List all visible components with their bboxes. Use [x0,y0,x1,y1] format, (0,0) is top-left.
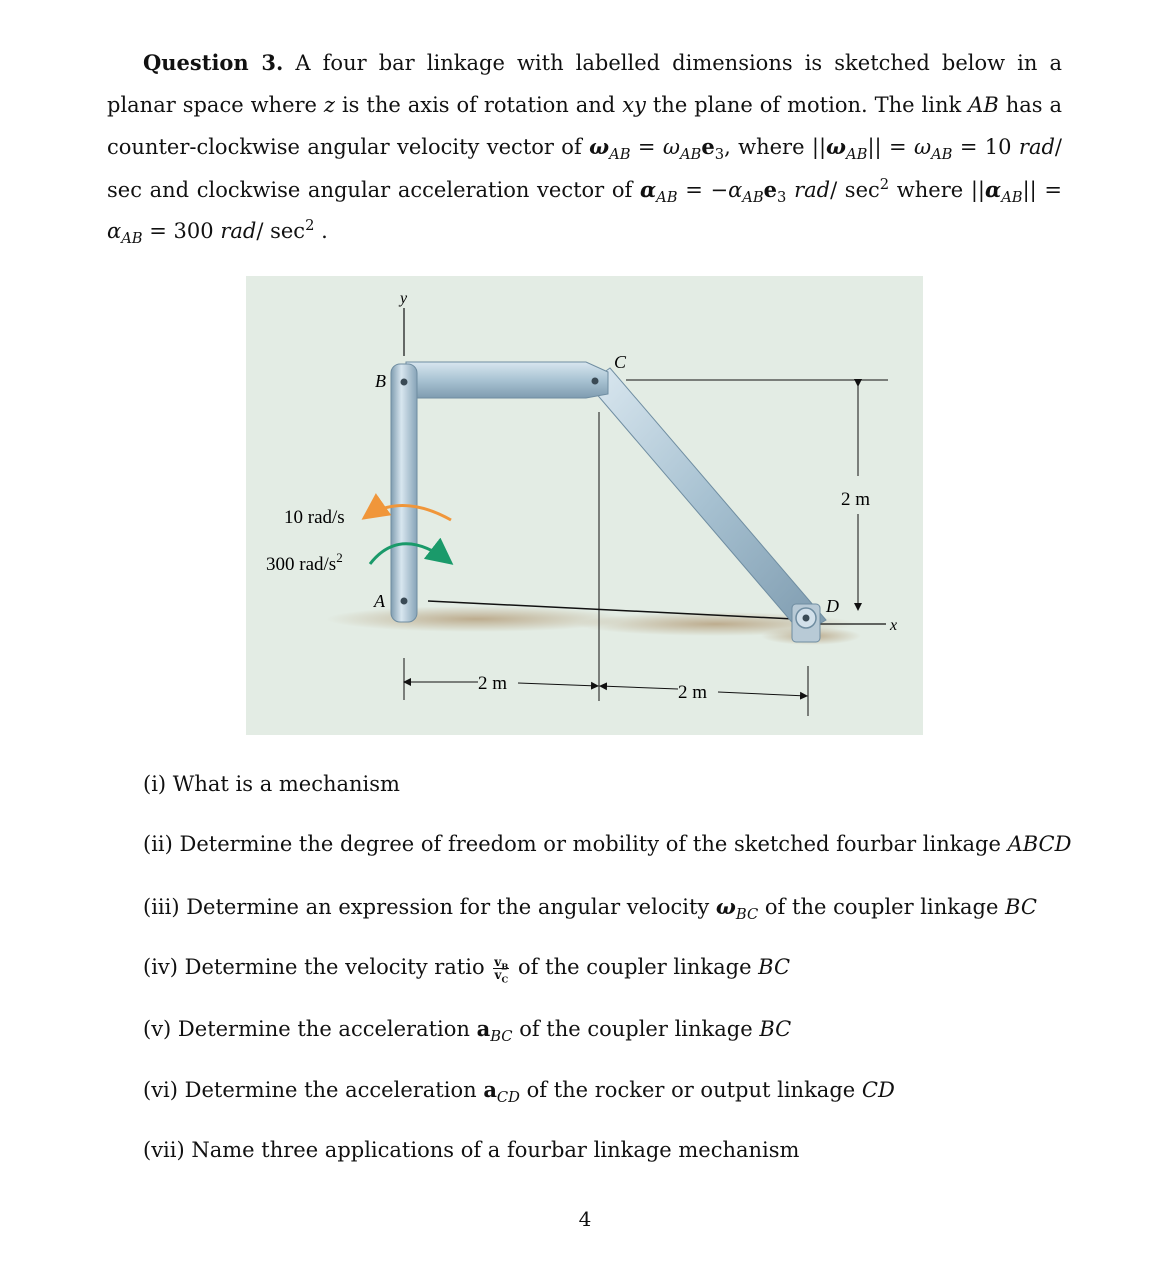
question-paragraph: Question 3. A four bar linkage with labelled dimensions is sketched below in a planar space where z is the axis of rotation and xy the plane of motion. The link AB has a counter-clockwise angular velocity vector of $\omega_{AB} = \omega_{AB}e_3$, where $||\omega_{AB}|| = \omega_{AB} = 10$ rad/ sec and clockwise angular acceleration vector of $\alpha_{AB} = -\alpha_{AB}e_3$ rad/ $\sec^2$ where $||\alpha_{AB}|| = \alpha_{AB} = 300$ rad/ $\sec^2$ . [107,50,1063,248]
label-c: C [614,352,627,372]
item-vii: (vii) Name three applications of a fourbar linkage mechanism [143,1138,800,1162]
item-ii: (ii) Determine the degree of freedom or mobility of the sketched fourbar linkage ABCD [143,832,1072,856]
label-b: B [375,371,386,391]
figure-background [246,276,923,735]
item-iii: (iii) Determine an expression for the angular velocity $\omega_{BC}$ of the coupler linkage BC [143,894,1037,924]
fourbar-linkage-figure [246,276,923,735]
item-v: (v) Determine the acceleration $a_{BC}$ of the coupler linkage BC [143,1016,792,1046]
vertical-dimension-label: 2 m [841,489,871,510]
page-number: 4 [578,1207,592,1231]
pin-c [592,378,599,385]
x-axis-label: x [890,617,898,634]
item-iv: (iv) Determine the velocity ratio $\frac{v_B}{v_C}$ of the coupler linkage BC [143,955,791,985]
dim-right-label: 2 m [678,682,708,703]
label-d: D [826,596,839,616]
link-ab [391,364,417,622]
y-axis-label: y [400,290,408,307]
label-a: A [374,591,385,611]
pin-d [803,615,810,622]
item-i: (i) What is a mechanism [143,772,400,796]
item-vi: (vi) Determine the acceleration $a_{CD}$ of the rocker or output linkage CD [143,1077,895,1107]
alpha-label: 300 rad/$s^2$ [266,550,343,575]
link-bc [406,362,608,398]
question-title: Question 3. [143,50,284,75]
pin-a [401,598,408,605]
ground-shadow-left [326,606,626,632]
omega-label: 10 rad/s [284,507,345,528]
dim-left-label: 2 m [478,673,508,694]
velocity-ratio-fraction: $\frac{v_B}{v_C}$ [494,955,509,985]
pin-b [401,379,408,386]
